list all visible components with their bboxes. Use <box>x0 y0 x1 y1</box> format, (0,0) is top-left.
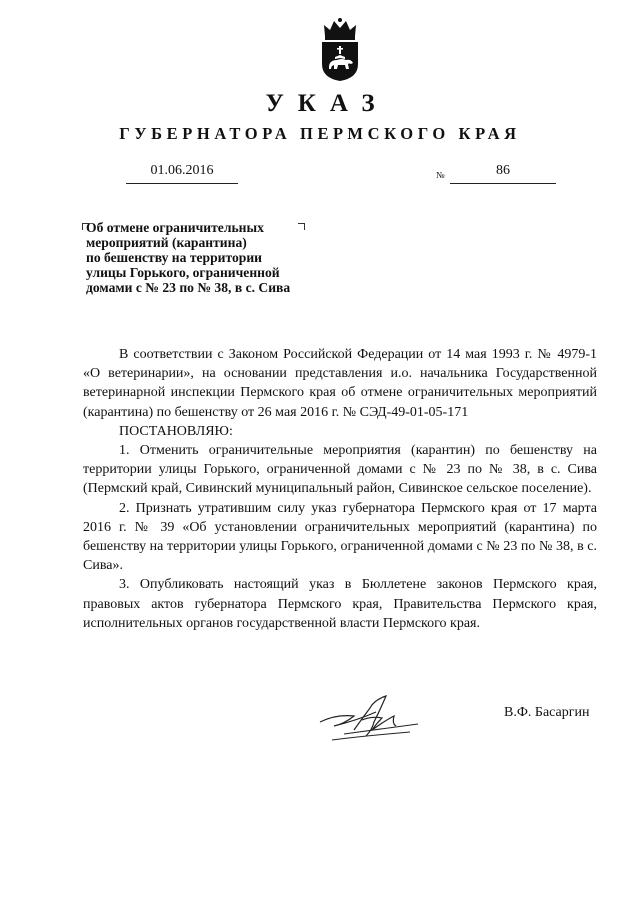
preamble-paragraph: В соответствии с Законом Российской Федерации от 14 мая 1993 г. № 4979-1 «О ветеринарии», на основании представления и.о. начальника Государственной ветеринарной инспекции Пермского края об отмене ограничительных мероприятий (карантина) по бешенству от 26 мая 2016 г. № СЭД-49-01-05-171 <box>83 347 597 420</box>
document-subject <box>86 220 326 295</box>
document-subtitle: ГУБЕРНАТОРА ПЕРМСКОГО КРАЯ <box>119 124 521 143</box>
subject-line: мероприятий (карантина) <box>86 235 247 250</box>
subject-line: Об отмене ограничительных <box>86 220 264 235</box>
subject-line: домами с № 23 по № 38, в с. Сива <box>86 280 291 295</box>
signature-icon <box>314 690 424 746</box>
document-number: 86 <box>450 163 556 184</box>
subject-line: по бешенству на территории <box>86 250 263 265</box>
document-date: 01.06.2016 <box>126 163 238 184</box>
decree-word: ПОСТАНОВЛЯЮ: <box>119 423 233 439</box>
subject-line: улицы Горького, ограниченной <box>86 265 280 280</box>
document-title: УКАЗ <box>265 90 389 117</box>
document-body <box>83 345 597 633</box>
number-sign: № <box>436 170 445 180</box>
decree-item-1: 1. Отменить ограничительные мероприятия (карантин) по бешенству на территории улицы Горького, ограниченной домами с № 23 по № 38, в с. Сива (Пермский край, Сивинский муниципальный район, Сивинское сельское поселение). <box>83 443 597 497</box>
decree-item-2: 2. Признать утратившим силу указ губернатора Пермского края от 17 марта 2016 г. № 39 «Об установлении ограничительных мероприятий (карантина) по бешенству на территории улицы Горького, ограниченной домами с № 23 по № 38, в с. Сива». <box>83 500 597 574</box>
signer-name: В.Ф. Басаргин <box>504 705 590 720</box>
decree-item-3: 3. Опубликовать настоящий указ в Бюллетене законов Пермского края, правовых актов губернатора Пермского края, Правительства Пермского края, исполнительных органов государственной власти Пермского края. <box>83 577 597 631</box>
coat-of-arms-icon <box>318 16 362 82</box>
